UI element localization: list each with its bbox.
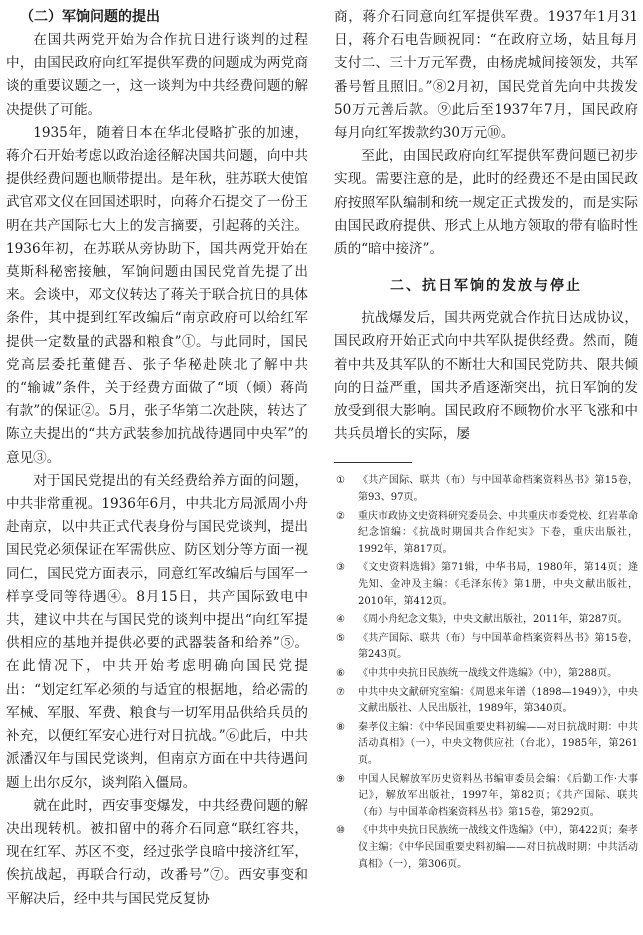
footnote-text: 《中共中央抗日民族统一战线文件选编》（中），第288页。 bbox=[358, 667, 618, 679]
body-paragraph-continued: 商，蒋介石同意向红军提供军费。1937年1月31日，蒋介石电告顾祝同：“在政府立场，姑且每月支付二、三十万元军费，由杨虎城间接领发，共军番号暂且照旧。”⑧2月初，国民党首先向中共拨发50万元善后款。⑨此后至1937年7月，国民政府每月向红军拨款约30万元⑩。 bbox=[334, 9, 638, 142]
body-paragraph: 在国共两党开始为合作抗日进行谈判的过程中，由国民政府向红军提供军费的问题成为两党商谈的重要议题之一，这一谈判为中共经费问题的解决提供了可能。 bbox=[6, 32, 308, 118]
footnote-marker: ⑥ bbox=[336, 667, 345, 679]
footnote bbox=[334, 666, 638, 683]
footnote bbox=[334, 720, 638, 770]
body-paragraph: 至此，由国民政府向红军提供军费问题已初步实现。需要注意的是，此时的经费还不是由国民政府按照军队编制和统一规定正式拨发的，而是实际由国民政府提供、形式上从地方领取的带有临时性质的“暗中接济”。 bbox=[334, 148, 638, 258]
footnote bbox=[334, 631, 638, 664]
footnote-marker: ⑩ bbox=[336, 825, 345, 837]
footnote bbox=[334, 612, 638, 629]
footnote-text: 《中共中央抗日民族统一战线文件选编》（中），第422页；秦孝仪主编：《中华民国重要史料初编——对日抗战时期：中共活动真相》（一），第306页。 bbox=[358, 825, 638, 870]
footnote-text: 重庆市政协文史资料研究委员会、中共重庆市委党校、红岩革命纪念馆编：《抗战时期国共合作纪实》下卷，重庆出版社，1992年，第817页。 bbox=[358, 510, 638, 555]
body-paragraph: 1935年，随着日本在华北侵略扩张的加速，蒋介石开始考虑以政治途径解决国共问题，向中共提供经费问题也顺带提出。是年秋，驻苏联大使馆武官邓文仪在回国述职时，向蒋介石提交了一份王明在共产国际七大上的发言摘要，引起蒋的关注。1936年初，在苏联从旁协助下，国共两党开始在莫斯科秘密接触，军饷问题由国民党首先提了出来。会谈中，邓文仪转达了蒋关于联合抗日的具体条件，其中提到红军改编后“南京政府可以给红军提供一定数量的武器和粮食”①。与此同时，国民党高层委托董健吾、张子华秘赴陕北了解中共的“输诚”条件，关于经费方面做了“顷（倾）蒋尚有款”的保证②。5月，张子华第二次赴陕，转达了陈立夫提出的“共方武装参加抗战待遇同中央军”的意见③。 bbox=[6, 124, 308, 466]
footnote-text: 《共产国际、联共（布）与中国革命档案资料丛书》第15卷，第93、97页。 bbox=[358, 475, 638, 504]
body-paragraph: 抗战爆发后，国共两党就合作抗日达成协议，国民政府开始正式向中共军队提供经费。然而，随着中共及其军队的不断壮大和国民党防共、限共倾向的日益严重，国共矛盾逐渐突出，抗日军饷的发放受到很大影响。国民政府不顾物价水平飞涨和中共兵员增长的实际，屡 bbox=[334, 310, 638, 443]
footnote-text: 《周小舟纪念文集》，中央文献出版社，2011年，第287页。 bbox=[358, 614, 628, 626]
footnote-marker: ⑨ bbox=[336, 773, 345, 785]
footnote-marker: ⑦ bbox=[336, 686, 345, 698]
footnote-text: 秦孝仪主编：《中华民国重要史料初编——对日抗战时期：中共活动真相》（一），中央文物供应社（台北），1985年，第261页。 bbox=[358, 721, 638, 766]
footnotes bbox=[334, 473, 638, 873]
footnote-text: 《文史资料选辑》第71辑，中华书局，1980年，第14页；逄先知、金冲及主编：《毛泽东传》第1册，中央文献出版社，2010年，第412页。 bbox=[358, 562, 638, 607]
footnote-marker: ② bbox=[336, 510, 345, 522]
body-paragraph: 就在此时，西安事变爆发，中共经费问题的解决出现转机。被扣留中的蒋介石同意“联红容共，现在红军、苏区不变，经过张学良暗中接济红军，俟抗战起，再联合行动，改番号”⑦。西安事变和平解决后，经中共与国民党反复协 bbox=[6, 797, 308, 907]
footnote-marker: ⑧ bbox=[336, 721, 345, 733]
footnote-text: 中国人民解放军历史资料丛书编审委员会编：《后勤工作·大事记》，解放军出版社，1997年，第82页；《共产国际、联共（布）与中国革命档案资料丛书》第15卷，第292页。 bbox=[358, 773, 638, 818]
footnote bbox=[334, 772, 638, 822]
footnote-marker: ⑤ bbox=[336, 632, 345, 644]
left-column bbox=[6, 6, 308, 911]
body-paragraph: 对于国民党提出的有关经费给养方面的问题，中共非常重视。1936年6月，中共北方局派周小舟赴南京，以中共正式代表身份与国民党谈判，提出国民党必须保证在军需供应、防区划分等方面一视同仁，国民党方面表示，同意红军改编后与国军一样享受同等待遇④。8月15日，共产国际致电中共，建议中共在与国民党的谈判中提出“向红军提供相应的基地并提供必要的武器装备和给养”⑤。在此情况下，中共开始考虑明确向国民党提出：“划定红军必须的与适宜的根据地，给必需的军械、军服、军费、粮食与一切军用品供给兵员的补充，以便红军安心进行对日抗战。”⑥此后，中共派潘汉年与国民党谈判，但南京方面在中共待遇问题上出尔反尔，谈判陷入僵局。 bbox=[6, 472, 308, 791]
footnote-text: 中共中央文献研究室编：《周恩来年谱（1898—1949）》，中央文献出版社、人民出版社，1989年，第340页。 bbox=[358, 686, 638, 715]
footnote bbox=[334, 473, 638, 506]
footnote bbox=[334, 685, 638, 718]
footnote-marker: ③ bbox=[336, 562, 345, 574]
footnote bbox=[334, 560, 638, 610]
footnote bbox=[334, 823, 638, 873]
subsection-heading: （二）军饷问题的提出 bbox=[20, 9, 160, 25]
right-column bbox=[334, 6, 638, 875]
footnote-divider bbox=[334, 462, 412, 463]
footnote-marker: ① bbox=[336, 475, 345, 487]
footnote-marker: ④ bbox=[336, 614, 345, 626]
footnote-text: 《共产国际、联共（布）与中国革命档案资料丛书》第15卷，第243页。 bbox=[358, 632, 638, 661]
section-heading: 二、抗日军饷的发放与停止 bbox=[390, 278, 582, 295]
footnote bbox=[334, 509, 638, 559]
